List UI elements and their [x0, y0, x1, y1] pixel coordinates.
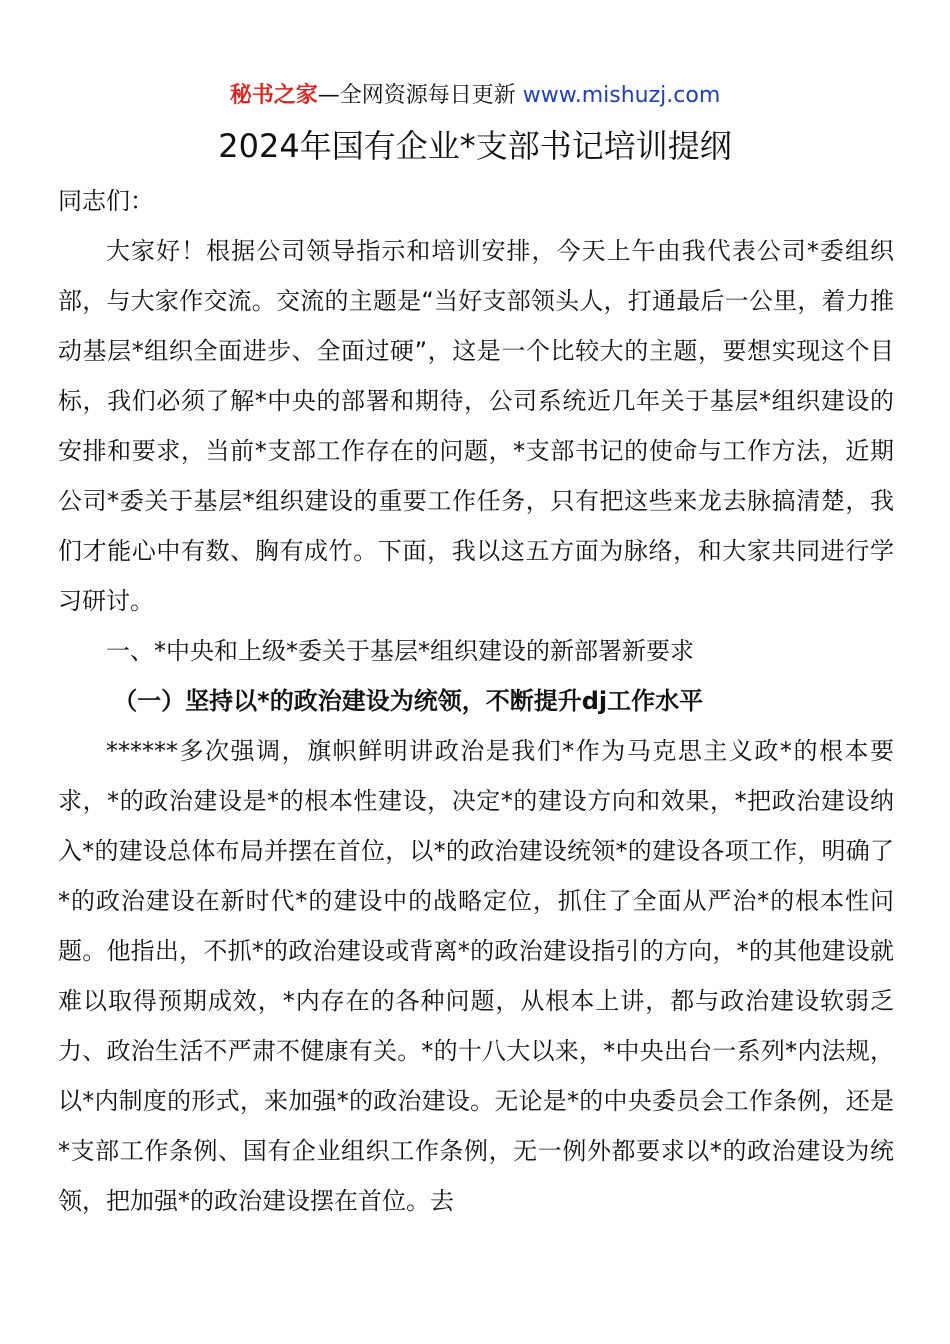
section-heading: 一、*中央和上级*委关于基层*组织建设的新部署新要求 [106, 637, 694, 665]
salutation: 同志们： [58, 187, 154, 215]
subsection-heading: （一）坚持以*的政治建设为统领，不断提升dj工作水平 [113, 687, 704, 715]
document-body [58, 176, 894, 1226]
header-tagline: —全网资源每日更新 [317, 83, 523, 108]
brand-name: 秘书之家 [229, 83, 318, 108]
site-url-link[interactable]: www.mishuzj.com [522, 83, 721, 108]
intro-paragraph: 大家好！根据公司领导指示和培训安排，今天上午由我代表公司*委组织部，与大家作交流。交流的主题是“当好支部领头人，打通最后一公里，着力推动基层*组织全面进步、全面过硬”，这是一个比较大的主题，要想实现这个目标，我们必须了解*中央的部署和期待，公司系统近几年关于基层*组织建设的安排和要求，当前*支部工作存在的问题，*支部书记的使命与工作方法，近期公司*委关于基层*组织建设的重要工作任务，只有把这些来龙去脉搞清楚，我们才能心中有数、胸有成竹。下面，我以这五方面为脉络，和大家共同进行学习研讨。 [58, 237, 894, 615]
body-paragraph: ******多次强调，旗帜鲜明讲政治是我们*作为马克思主义政*的根本要求，*的政治建设是*的根本性建设，决定*的建设方向和效果，*把政治建设纳入*的建设总体布局并摆在首位，以*的政治建设统领*的建设各项工作，明确了*的政治建设在新时代*的建设中的战略定位，抓住了全面从严治*的根本性问题。他指出，不抓*的政治建设或背离*的政治建设指引的方向，*的其他建设就难以取得预期成效，*内存在的各种问题，从根本上讲，都与政治建设软弱乏力、政治生活不严肃不健康有关。*的十八大以来，*中央出台一系列*内法规，以*内制度的形式，来加强*的政治建设。无论是*的中央委员会工作条例，还是*支部工作条例、国有企业组织工作条例，无一例外都要求以*的政治建设为统领，把加强*的政治建设摆在首位。去 [58, 737, 894, 1215]
document-title: 2024年国有企业*支部书记培训提纲 [218, 127, 732, 165]
site-header [0, 80, 950, 112]
